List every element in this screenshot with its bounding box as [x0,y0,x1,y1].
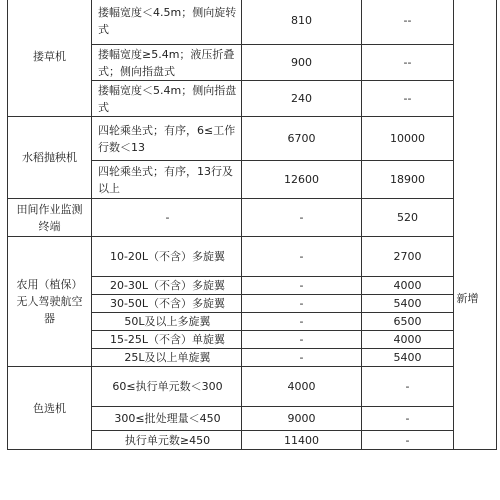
spec-cell: 执行单元数≥450 [92,431,242,450]
category-cell: 农用（植保）无人驾驶航空器 [8,237,92,367]
value-cell: 6700 [242,117,362,161]
spec-cell: 搂幅宽度＜5.4m；侧向指盘式 [92,81,242,117]
value-cell: - [362,367,454,407]
value-cell: 4000 [362,277,454,295]
category-cell: 田间作业监测终端 [8,199,92,237]
spec-cell: 50L及以上多旋翼 [92,313,242,331]
spec-cell: 四轮乘坐式；有序，6≤工作行数＜13 [92,117,242,161]
spec-cell: 300≤批处理量＜450 [92,407,242,431]
spec-cell: 10-20L（不含）多旋翼 [92,237,242,277]
value-cell: - [242,277,362,295]
spec-cell: 20-30L（不含）多旋翼 [92,277,242,295]
subsidy-table [7,0,497,450]
value-cell: - [242,199,362,237]
value-cell: 810 [242,0,362,45]
value-cell: - [242,349,362,367]
value-cell: - [242,295,362,313]
note-cell [454,0,497,450]
value-cell: - [242,331,362,349]
spec-cell: 15-25L（不含）单旋翼 [92,331,242,349]
note-label: 新增 [456,292,479,305]
category-cell: 搂草机 [8,0,92,117]
table-row [8,237,497,277]
value-cell: -- [362,0,454,45]
table-row [8,117,497,161]
value-cell: - [242,313,362,331]
value-cell: 5400 [362,295,454,313]
spec-cell: 搂幅宽度≥5.4m；液压折叠式；侧向指盘式 [92,45,242,81]
table-row [8,0,497,45]
value-cell: 10000 [362,117,454,161]
spec-cell: 30-50L（不含）多旋翼 [92,295,242,313]
value-cell: 18900 [362,161,454,199]
value-cell: 11400 [242,431,362,450]
category-cell: 水稻抛秧机 [8,117,92,199]
value-cell: 12600 [242,161,362,199]
spec-cell: 四轮乘坐式；有序，13行及以上 [92,161,242,199]
value-cell: 240 [242,81,362,117]
value-cell: 900 [242,45,362,81]
value-cell: 2700 [362,237,454,277]
value-cell: - [362,431,454,450]
value-cell: 5400 [362,349,454,367]
value-cell: 4000 [242,367,362,407]
value-cell: 6500 [362,313,454,331]
value-cell: 520 [362,199,454,237]
spec-cell: 搂幅宽度＜4.5m；侧向旋转式 [92,0,242,45]
value-cell: -- [362,45,454,81]
value-cell: - [242,237,362,277]
category-cell: 色选机 [8,367,92,450]
table-row [8,367,497,407]
spec-cell: 25L及以上单旋翼 [92,349,242,367]
spec-cell: 60≤执行单元数＜300 [92,367,242,407]
value-cell: - [362,407,454,431]
spec-cell: - [92,199,242,237]
value-cell: -- [362,81,454,117]
value-cell: 4000 [362,331,454,349]
value-cell: 9000 [242,407,362,431]
table-row [8,199,497,237]
